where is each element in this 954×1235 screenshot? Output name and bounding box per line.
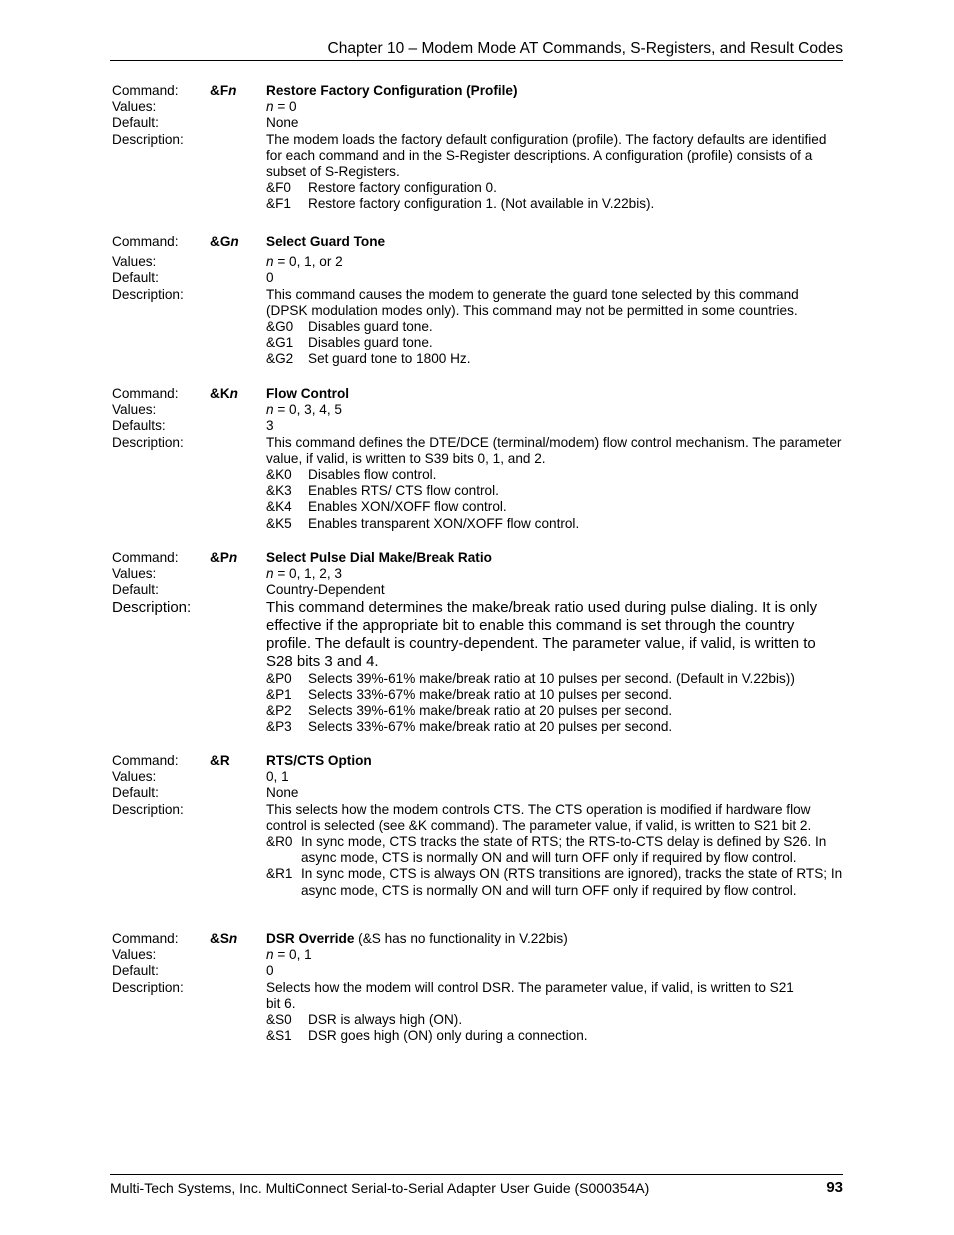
- option-item: &K5 Enables transparent XON/XOFF flow control.: [266, 515, 580, 531]
- command-block-pulse-dial: [112, 550, 843, 735]
- option-item: &F0 Restore factory configuration 0.: [266, 180, 497, 196]
- command-label: Command:: [112, 83, 179, 98]
- command-code: &Fn: [210, 83, 237, 98]
- command-values: n = 0, 1, or 2: [266, 254, 343, 270]
- command-description: This selects how the modem controls CTS. The CTS operation is modified if hardware flow control is selected (see &K command). The parameter value, if valid, is written to S21 bit 2.: [266, 801, 812, 833]
- command-default: None: [266, 115, 299, 131]
- command-title: Flow Control: [266, 386, 350, 401]
- command-values: n = 0, 1, 2, 3: [266, 566, 342, 582]
- command-block-flow-control: [112, 386, 843, 532]
- command-code: &Kn: [210, 386, 238, 401]
- option-item: &G2 Set guard tone to 1800 Hz.: [266, 351, 471, 367]
- command-code: &R: [210, 753, 230, 768]
- values-label: Values:: [112, 947, 157, 963]
- values-label: Values:: [112, 566, 157, 582]
- option-item: &P1 Selects 33%-67% make/break ratio at 10 pulses per second.: [266, 686, 673, 702]
- command-values: n = 0, 1: [266, 947, 312, 963]
- command-block-rts-cts: [112, 753, 843, 899]
- default-label: Default:: [112, 963, 159, 979]
- command-code: &Pn: [210, 550, 238, 565]
- page-footer: [110, 1174, 843, 1197]
- command-block-guard-tone: [112, 234, 843, 368]
- option-item: &G1 Disables guard tone.: [266, 335, 433, 351]
- command-title: Restore Factory Configuration (Profile): [266, 83, 518, 98]
- option-item: &K4 Enables XON/XOFF flow control.: [266, 499, 507, 515]
- default-label: Default:: [112, 270, 159, 286]
- command-default: None: [266, 785, 299, 801]
- command-label: Command:: [112, 386, 179, 401]
- option-item: &P3 Selects 33%-67% make/break ratio at 20 pulses per second.: [266, 719, 673, 735]
- command-description: This command determines the make/break ratio used during pulse dialing. It is only effective if the appropriate bit to enable this command is set through the country profile. The default is country-dependent. The parameter value, if valid, is written to S28 bits 3 and 4.: [266, 598, 818, 670]
- command-code: &Gn: [210, 234, 239, 249]
- command-label: Command:: [112, 753, 179, 768]
- command-default: 3: [266, 418, 274, 434]
- option-item: &K3 Enables RTS/ CTS flow control.: [266, 483, 499, 499]
- option-item: &K0 Disables flow control.: [266, 467, 437, 483]
- description-label: Description:: [112, 979, 184, 995]
- command-values: 0, 1: [266, 769, 289, 785]
- command-title: Select Guard Tone: [266, 234, 386, 249]
- option-item: &S1 DSR goes high (ON) only during a connection.: [266, 1028, 588, 1044]
- command-values: n = 0, 3, 4, 5: [266, 402, 342, 418]
- command-label: Command:: [112, 931, 179, 946]
- command-label: Command:: [112, 234, 179, 249]
- chapter-title: Chapter 10 – Modem Mode AT Commands, S-Registers, and Result Codes: [327, 40, 843, 57]
- option-item: &F1 Restore factory configuration 1. (Not available in V.22bis).: [266, 196, 655, 212]
- defaults-label: Defaults:: [112, 418, 166, 434]
- option-item: &R0 In sync mode, CTS tracks the state of RTS; the RTS-to-CTS delay is defined by S26. In async mode, CTS is normally ON and will turn OFF only if required by flow control.: [266, 834, 827, 866]
- command-label: Command:: [112, 550, 179, 565]
- option-item: &G0 Disables guard tone.: [266, 319, 433, 335]
- command-description: This command causes the modem to generate the guard tone selected by this command (DPSK modulation modes only). This command may not be permitted in some countries.: [266, 286, 799, 318]
- command-block-restore-factory: [112, 83, 843, 213]
- command-values: n = 0: [266, 99, 297, 115]
- description-label: Description:: [112, 131, 184, 147]
- description-label: Description:: [112, 286, 184, 302]
- command-description: This command defines the DTE/DCE (terminal/modem) flow control mechanism. The parameter value, if valid, is written to S39 bits 0, 1, and 2.: [266, 434, 842, 466]
- command-default: 0: [266, 270, 274, 286]
- description-label: Description:: [112, 801, 184, 817]
- default-label: Default:: [112, 582, 159, 598]
- values-label: Values:: [112, 254, 157, 270]
- values-label: Values:: [112, 769, 157, 785]
- values-label: Values:: [112, 402, 157, 418]
- command-code: &Sn: [210, 931, 238, 946]
- option-item: &P0 Selects 39%-61% make/break ratio at 10 pulses per second. (Default in V.22bis)): [266, 670, 795, 686]
- command-description: Selects how the modem will control DSR. The parameter value, if valid, is written to S21 bit 6.: [266, 979, 794, 1011]
- footer-text: Multi-Tech Systems, Inc. MultiConnect Serial-to-Serial Adapter User Guide (S000354A): [110, 1180, 650, 1196]
- command-title: RTS/CTS Option: [266, 753, 372, 768]
- command-block-dsr-override: [112, 931, 843, 1044]
- values-label: Values:: [112, 99, 157, 115]
- option-item: &S0 DSR is always high (ON).: [266, 1012, 463, 1028]
- description-label: Description:: [112, 434, 184, 450]
- command-default: 0: [266, 963, 274, 979]
- command-title: Select Pulse Dial Make/Break Ratio: [266, 550, 492, 565]
- default-label: Default:: [112, 115, 159, 131]
- command-default: Country-Dependent: [266, 582, 385, 598]
- option-item: &P2 Selects 39%-61% make/break ratio at 20 pulses per second.: [266, 703, 673, 719]
- command-title: DSR Override (&S has no functionality in V.22bis): [266, 931, 568, 946]
- option-item: &R1 In sync mode, CTS is always ON (RTS transitions are ignored), tracks the state of RTS; In async mode, CTS is normally ON and will turn OFF only if required by flow control.: [266, 866, 843, 898]
- command-description: The modem loads the factory default configuration (profile). The factory defaults are identified for each command and in the S-Register descriptions. A configuration (profile) consists of a subset of S-Registers.: [266, 131, 827, 180]
- page-number: 93: [826, 1179, 843, 1196]
- page-header: [110, 39, 843, 61]
- description-label: Description:: [112, 598, 192, 616]
- default-label: Default:: [112, 785, 159, 801]
